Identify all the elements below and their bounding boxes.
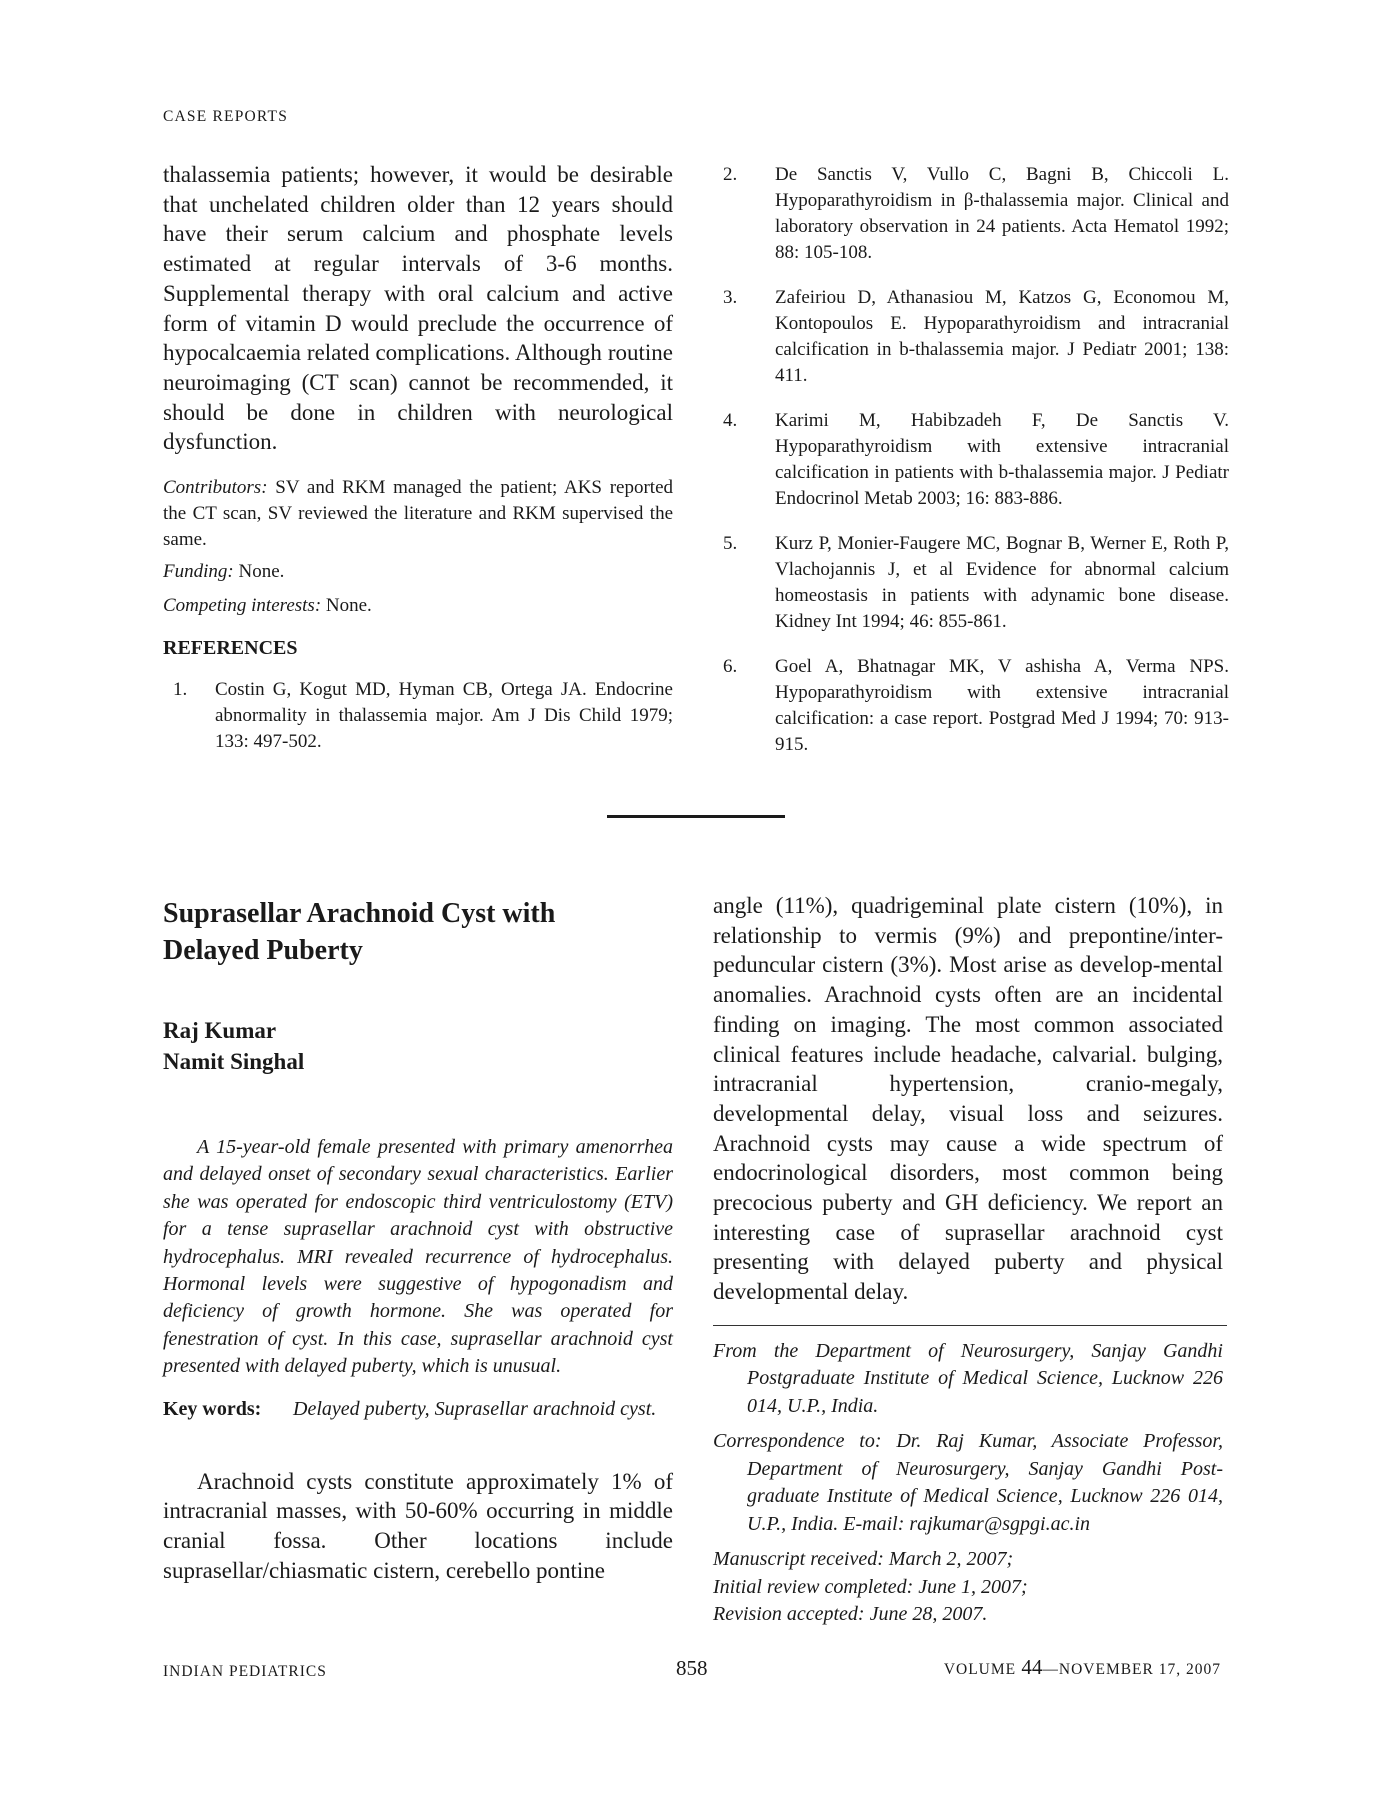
footer-volume-prefix: VOLUME	[943, 1661, 1017, 1678]
author-name: Namit Singhal	[163, 1049, 305, 1074]
reference-item	[163, 677, 673, 755]
reference-list-left	[163, 677, 673, 755]
author-name: Raj Kumar	[163, 1018, 277, 1043]
reference-number: 5.	[723, 533, 738, 554]
reference-item	[723, 654, 1229, 758]
reference-text: Karimi M, Habibzadeh F, De Sanctis V. Hypoparathyroidism with extensive intracranial calcification in patients with b-thalassemia major. J Pediatr Endocrinol Metab 2003; 16: 883-886.	[775, 410, 1229, 509]
references-heading: REFERENCES	[163, 637, 298, 660]
competing-note	[163, 593, 673, 619]
reference-number: 6.	[723, 656, 738, 677]
article-title	[163, 895, 673, 969]
initial-review: Initial review completed: June 1, 2007;	[713, 1575, 1028, 1598]
funding-text: None.	[238, 561, 285, 583]
section-divider	[607, 815, 785, 818]
funding-label: Funding:	[163, 561, 234, 583]
correspondence: Correspondence to: Dr. Raj Kumar, Associate Professor, Department of Neurosurgery, Sanjay Gandhi Post-graduate Institute of Medical Science, Lucknow 226 014, U.P., India. E-mail: rajkumar@sgpgi.ac.in	[713, 1430, 1223, 1535]
keywords	[163, 1395, 673, 1423]
funding-note	[163, 559, 673, 585]
affiliation-rule	[713, 1325, 1227, 1326]
footer-volume	[944, 1655, 1221, 1680]
reference-item	[723, 531, 1229, 635]
affiliation: From the Department of Neurosurgery, Sanjay Gandhi Postgraduate Institute of Medical Science, Lucknow 226 014, U.P., India.	[713, 1339, 1223, 1417]
reference-text: Costin G, Kogut MD, Hyman CB, Ortega JA. Endocrine abnormality in thalassemia major. Am J Dis Child 1979; 133: 497-502.	[215, 679, 673, 753]
reference-number: 2.	[723, 164, 738, 185]
abstract: A 15-year-old female presented with primary amenorrhea and delayed onset of secondary sexual characteristics. Earlier she was operated for endoscopic third ventriculostomy (ETV) for a tense suprasellar arachnoid cyst with obstructive hydrocephalus. MRI revealed recurrence of hydrocephalus. Hormonal levels were suggestive of hypogonadism and deficiency of growth hormone. She was operated for fenestration of cyst. In this case, suprasellar arachnoid cyst presented with delayed puberty, which is unusual.	[163, 1136, 673, 1378]
reference-text: Zafeiriou D, Athanasiou M, Katzos G, Economou M, Kontopoulos E. Hypoparathyroidism and intracranial calcification in b-thalassemia major. J Pediatr 2001; 138: 411.	[775, 287, 1229, 386]
reference-text: Kurz P, Monier-Faugere MC, Bognar B, Werner E, Roth P, Vlachojannis J, et al Evidence for abnormal calcium homeostasis in patients with adynamic bone disease. Kidney Int 1994; 46: 855-861.	[775, 533, 1229, 632]
introduction-continued: angle (11%), quadrigeminal plate cistern (10%), in relationship to vermis (9%) and prepontine/inter-peduncular cistern (3%). Most arise as develop-mental anomalies. Arachnoid cysts often are an incidental finding on imaging. The most common associated clinical features include headache, calvarial. bulging, intracranial hypertension, cranio-megaly, developmental delay, visual loss and seizures. Arachnoid cysts may cause a wide spectrum of endocrinological disorders, most common being precocious puberty and GH deficiency. We report an interesting case of suprasellar arachnoid cyst presenting with delayed puberty and physical developmental delay.	[713, 893, 1223, 1305]
competing-label: Competing interests:	[163, 595, 322, 617]
reference-number: 4.	[723, 410, 738, 431]
competing-text: None.	[325, 595, 372, 617]
article-right-column	[713, 891, 1223, 1629]
reference-item	[723, 162, 1229, 266]
reference-item	[723, 408, 1229, 512]
top-right-column	[723, 162, 1229, 777]
closing-paragraph: thalassemia patients; however, it would be desirable that unchelated children older than 12 years should have their serum calcium and phosphate levels estimated at regular intervals of 3-6 months. Supplemental therapy with oral calcium and active form of vitamin D would preclude the occurrence of hypocalcaemia related complications. Although routine neuroimaging (CT scan) cannot be recommended, it should be done in children with neurological dysfunction.	[163, 162, 673, 455]
reference-list-right	[723, 162, 1229, 758]
introduction-paragraph: Arachnoid cysts constitute approximately 1% of intracranial masses, with 50-60% occurring in middle cranial fossa. Other locations include suprasellar/chiasmatic cistern, cerebello pontine	[163, 1468, 673, 1583]
manuscript-received: Manuscript received: March 2, 2007;	[713, 1548, 1014, 1571]
contributors-label: Contributors:	[163, 477, 268, 499]
footer-volume-date: —NOVEMBER 17, 2007	[1042, 1661, 1221, 1678]
article-title-line-2: Delayed Puberty	[163, 935, 363, 966]
keywords-text: Delayed puberty, Suprasellar arachnoid cyst.	[293, 1397, 657, 1420]
running-header: CASE REPORTS	[163, 108, 289, 125]
reference-text: Goel A, Bhatnagar MK, V ashisha A, Verma NPS. Hypoparathyroidism with extensive intracranial calcification: a case report. Postgrad Med J 1994; 70: 913-915.	[775, 656, 1229, 755]
footer-volume-number: 44	[1021, 1655, 1043, 1679]
keywords-label: Key words:	[163, 1397, 262, 1420]
revision-accepted: Revision accepted: June 28, 2007.	[713, 1603, 988, 1626]
contributors-note	[163, 475, 673, 553]
reference-text: De Sanctis V, Vullo C, Bagni B, Chiccoli L. Hypoparathyroidism in β-thalassemia major. Clinical and laboratory observation in 24 patients. Acta Hematol 1992; 88: 105-108.	[775, 164, 1229, 263]
footer-page-number: 858	[676, 1656, 708, 1680]
article-title-line-1: Suprasellar Arachnoid Cyst with	[163, 898, 556, 929]
contributors-text: SV and RKM managed the patient; AKS reported the CT scan, SV reviewed the literature and RKM supervised the same.	[163, 477, 674, 551]
reference-number: 3.	[723, 287, 738, 308]
affiliation-block	[713, 1338, 1223, 1629]
article-left-column	[163, 895, 673, 1585]
reference-item	[723, 285, 1229, 389]
article-authors	[163, 1015, 673, 1077]
reference-number: 1.	[173, 679, 188, 701]
top-left-column	[163, 160, 673, 774]
footer-journal: INDIAN PEDIATRICS	[163, 1663, 327, 1680]
